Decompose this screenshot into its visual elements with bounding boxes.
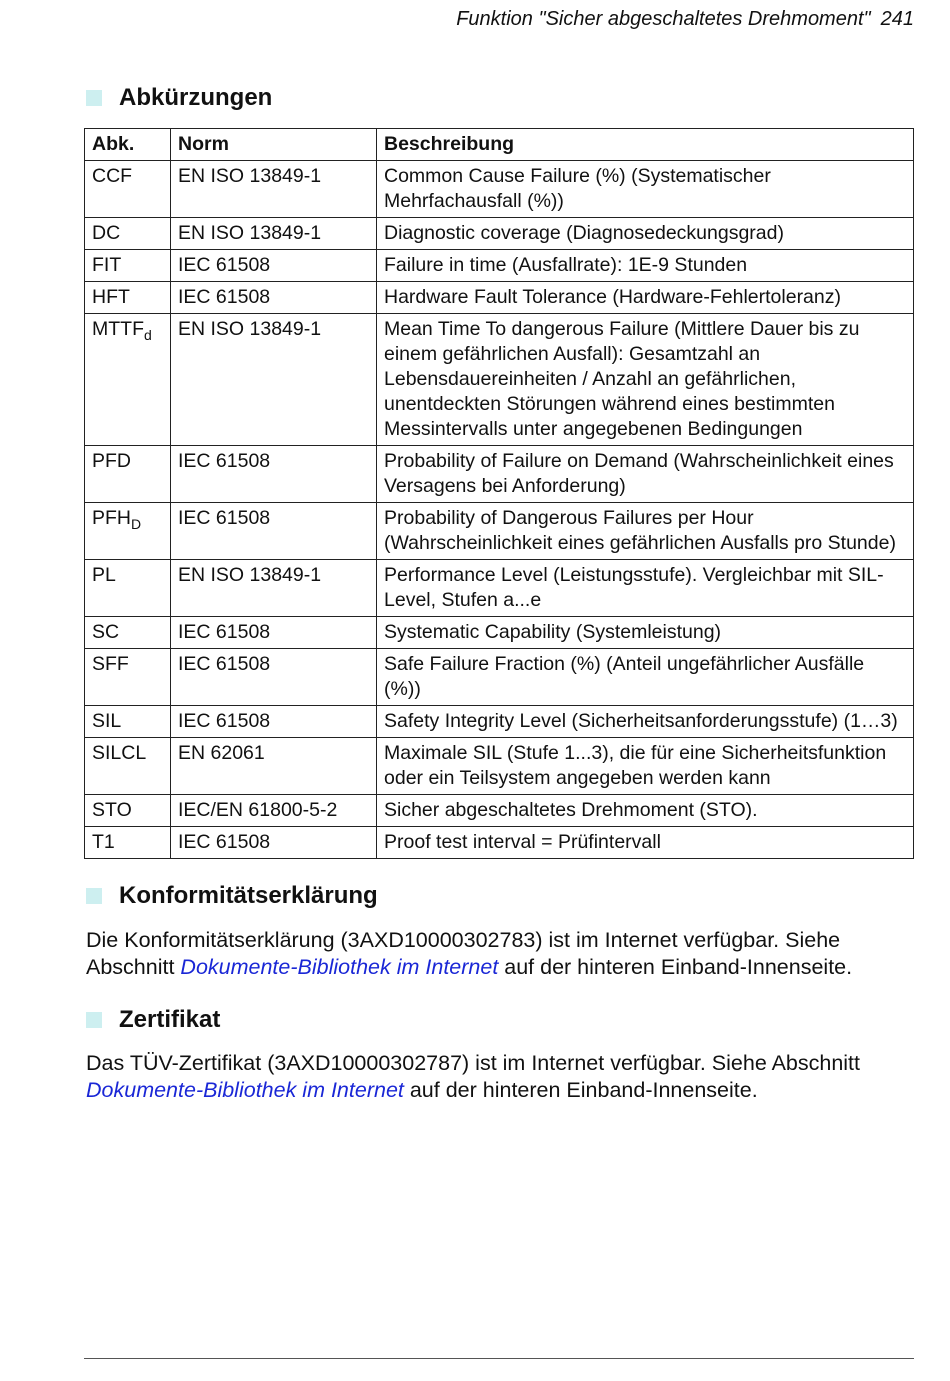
cell-abbreviation [85,446,171,503]
abbreviation-text: STO [92,799,132,821]
paragraph-text: auf der hinteren Einband-Innenseite. [498,955,853,979]
running-header [456,8,914,31]
cell-abbreviation [85,795,171,827]
abbreviation-text: SILCL [92,742,147,764]
cell-norm: IEC 61508 [171,649,377,706]
paragraph-text: Die Konformitätserklärung (3AXD10000302783) ist im Internet verfügbar. Siehe Abschnitt [86,928,841,979]
abbreviation-text: PL [92,564,116,586]
cell-description: Common Cause Failure (%) (Systematischer Mehrfachausfall (%)) [377,161,914,218]
abbreviations-table [84,128,914,859]
cell-abbreviation [85,827,171,859]
abbreviation-text: SFF [92,653,129,675]
cell-description: Probability of Dangerous Failures per Hour (Wahrscheinlichkeit eines gefährlichen Ausfalls pro Stunde) [377,503,914,560]
abbreviation-text: PFD [92,450,131,472]
cell-abbreviation [85,218,171,250]
cell-description: Safety Integrity Level (Sicherheitsanforderungsstufe) (1…3) [377,706,914,738]
table-row [85,314,914,446]
footer-rule [84,1358,914,1359]
cell-abbreviation [85,250,171,282]
abbreviation-text: PFH [92,507,131,529]
table-row [85,218,914,250]
column-header-description: Beschreibung [377,129,914,161]
cell-description: Failure in time (Ausfallrate): 1E-9 Stunden [377,250,914,282]
cell-abbreviation [85,161,171,218]
cell-norm: EN ISO 13849-1 [171,161,377,218]
abbreviation-text: MTTF [92,318,144,340]
cell-description: Safe Failure Fraction (%) (Anteil ungefährlicher Ausfälle (%)) [377,649,914,706]
abbreviation-subscript: D [131,516,142,532]
abbreviation-text: T1 [92,831,115,853]
cell-description: Performance Level (Leistungsstufe). Vergleichbar mit SIL-Level, Stufen a...e [377,560,914,617]
cell-description: Probability of Failure on Demand (Wahrscheinlichkeit eines Versagens bei Anforderung) [377,446,914,503]
table-row [85,827,914,859]
cell-abbreviation [85,617,171,649]
cell-norm: IEC 61508 [171,503,377,560]
cell-description: Diagnostic coverage (Diagnosedeckungsgrad) [377,218,914,250]
section-heading-label: Zertifikat [119,1006,221,1033]
table-row [85,706,914,738]
cell-norm: IEC 61508 [171,827,377,859]
cell-abbreviation [85,706,171,738]
table-header-row [85,129,914,161]
cell-norm: IEC 61508 [171,617,377,649]
column-header-abbreviation: Abk. [85,129,171,161]
paragraph-text: Das TÜV-Zertifikat (3AXD10000302787) ist im Internet verfügbar. Siehe Abschnitt [86,1051,860,1075]
abbreviation-text: FIT [92,254,122,276]
cell-abbreviation [85,503,171,560]
page-number: 241 [880,8,914,30]
cell-description: Sicher abgeschaltetes Drehmoment (STO). [377,795,914,827]
section-heading-label: Konformitätserklärung [119,882,378,909]
section-heading-abbreviations [86,84,272,112]
paragraph-text: auf der hinteren Einband-Innenseite. [403,1078,758,1102]
running-header-title: Funktion "Sicher abgeschaltetes Drehmoment" [456,8,871,30]
cell-abbreviation [85,560,171,617]
conformity-paragraph [86,927,916,981]
document-library-link[interactable]: Dokumente-Bibliothek im Internet [86,1078,404,1102]
document-library-link[interactable]: Dokumente-Bibliothek im Internet [180,955,499,979]
cell-norm: EN ISO 13849-1 [171,218,377,250]
cell-norm: EN ISO 13849-1 [171,314,377,446]
section-heading-label: Abkürzungen [119,84,273,111]
cell-description: Mean Time To dangerous Failure (Mittlere Dauer bis zu einem gefährlichen Ausfall): Gesamtzahl an Lebensdauereinheiten / Anzahl an gefährlichen, unentdeckten Störungen während eines bestimmten Messintervalls unter angegebenen Bedingungen [377,314,914,446]
table-body [85,161,914,859]
table-row [85,617,914,649]
table-row [85,503,914,560]
cell-description: Hardware Fault Tolerance (Hardware-Fehlertoleranz) [377,282,914,314]
cell-norm: IEC 61508 [171,282,377,314]
section-heading-conformity [86,882,378,910]
square-bullet-icon [86,888,102,904]
abbreviation-text: SC [92,621,120,643]
cell-description: Proof test interval = Prüfintervall [377,827,914,859]
cell-norm: IEC 61508 [171,250,377,282]
table-row [85,649,914,706]
cell-abbreviation [85,738,171,795]
abbreviation-text: CCF [92,165,133,187]
abbreviation-text: SIL [92,710,122,732]
cell-norm: EN ISO 13849-1 [171,560,377,617]
cell-abbreviation [85,314,171,446]
column-header-norm: Norm [171,129,377,161]
cell-norm: IEC 61508 [171,706,377,738]
square-bullet-icon [86,1012,102,1028]
section-heading-certificate [86,1006,220,1034]
table-row [85,282,914,314]
cell-norm: IEC 61508 [171,446,377,503]
cell-description: Maximale SIL (Stufe 1...3), die für eine Sicherheitsfunktion oder ein Teilsystem angegeben werden kann [377,738,914,795]
square-bullet-icon [86,90,102,106]
cell-norm: EN 62061 [171,738,377,795]
table-row [85,250,914,282]
table-row [85,161,914,218]
cell-abbreviation [85,649,171,706]
certificate-paragraph [86,1050,916,1104]
abbreviation-subscript: d [143,327,152,343]
abbreviation-text: DC [92,222,121,244]
table-row [85,738,914,795]
table-row [85,560,914,617]
abbreviation-text: HFT [92,286,130,308]
table-row [85,446,914,503]
table-row [85,795,914,827]
cell-abbreviation [85,282,171,314]
cell-norm: IEC/EN 61800-5-2 [171,795,377,827]
cell-description: Systematic Capability (Systemleistung) [377,617,914,649]
